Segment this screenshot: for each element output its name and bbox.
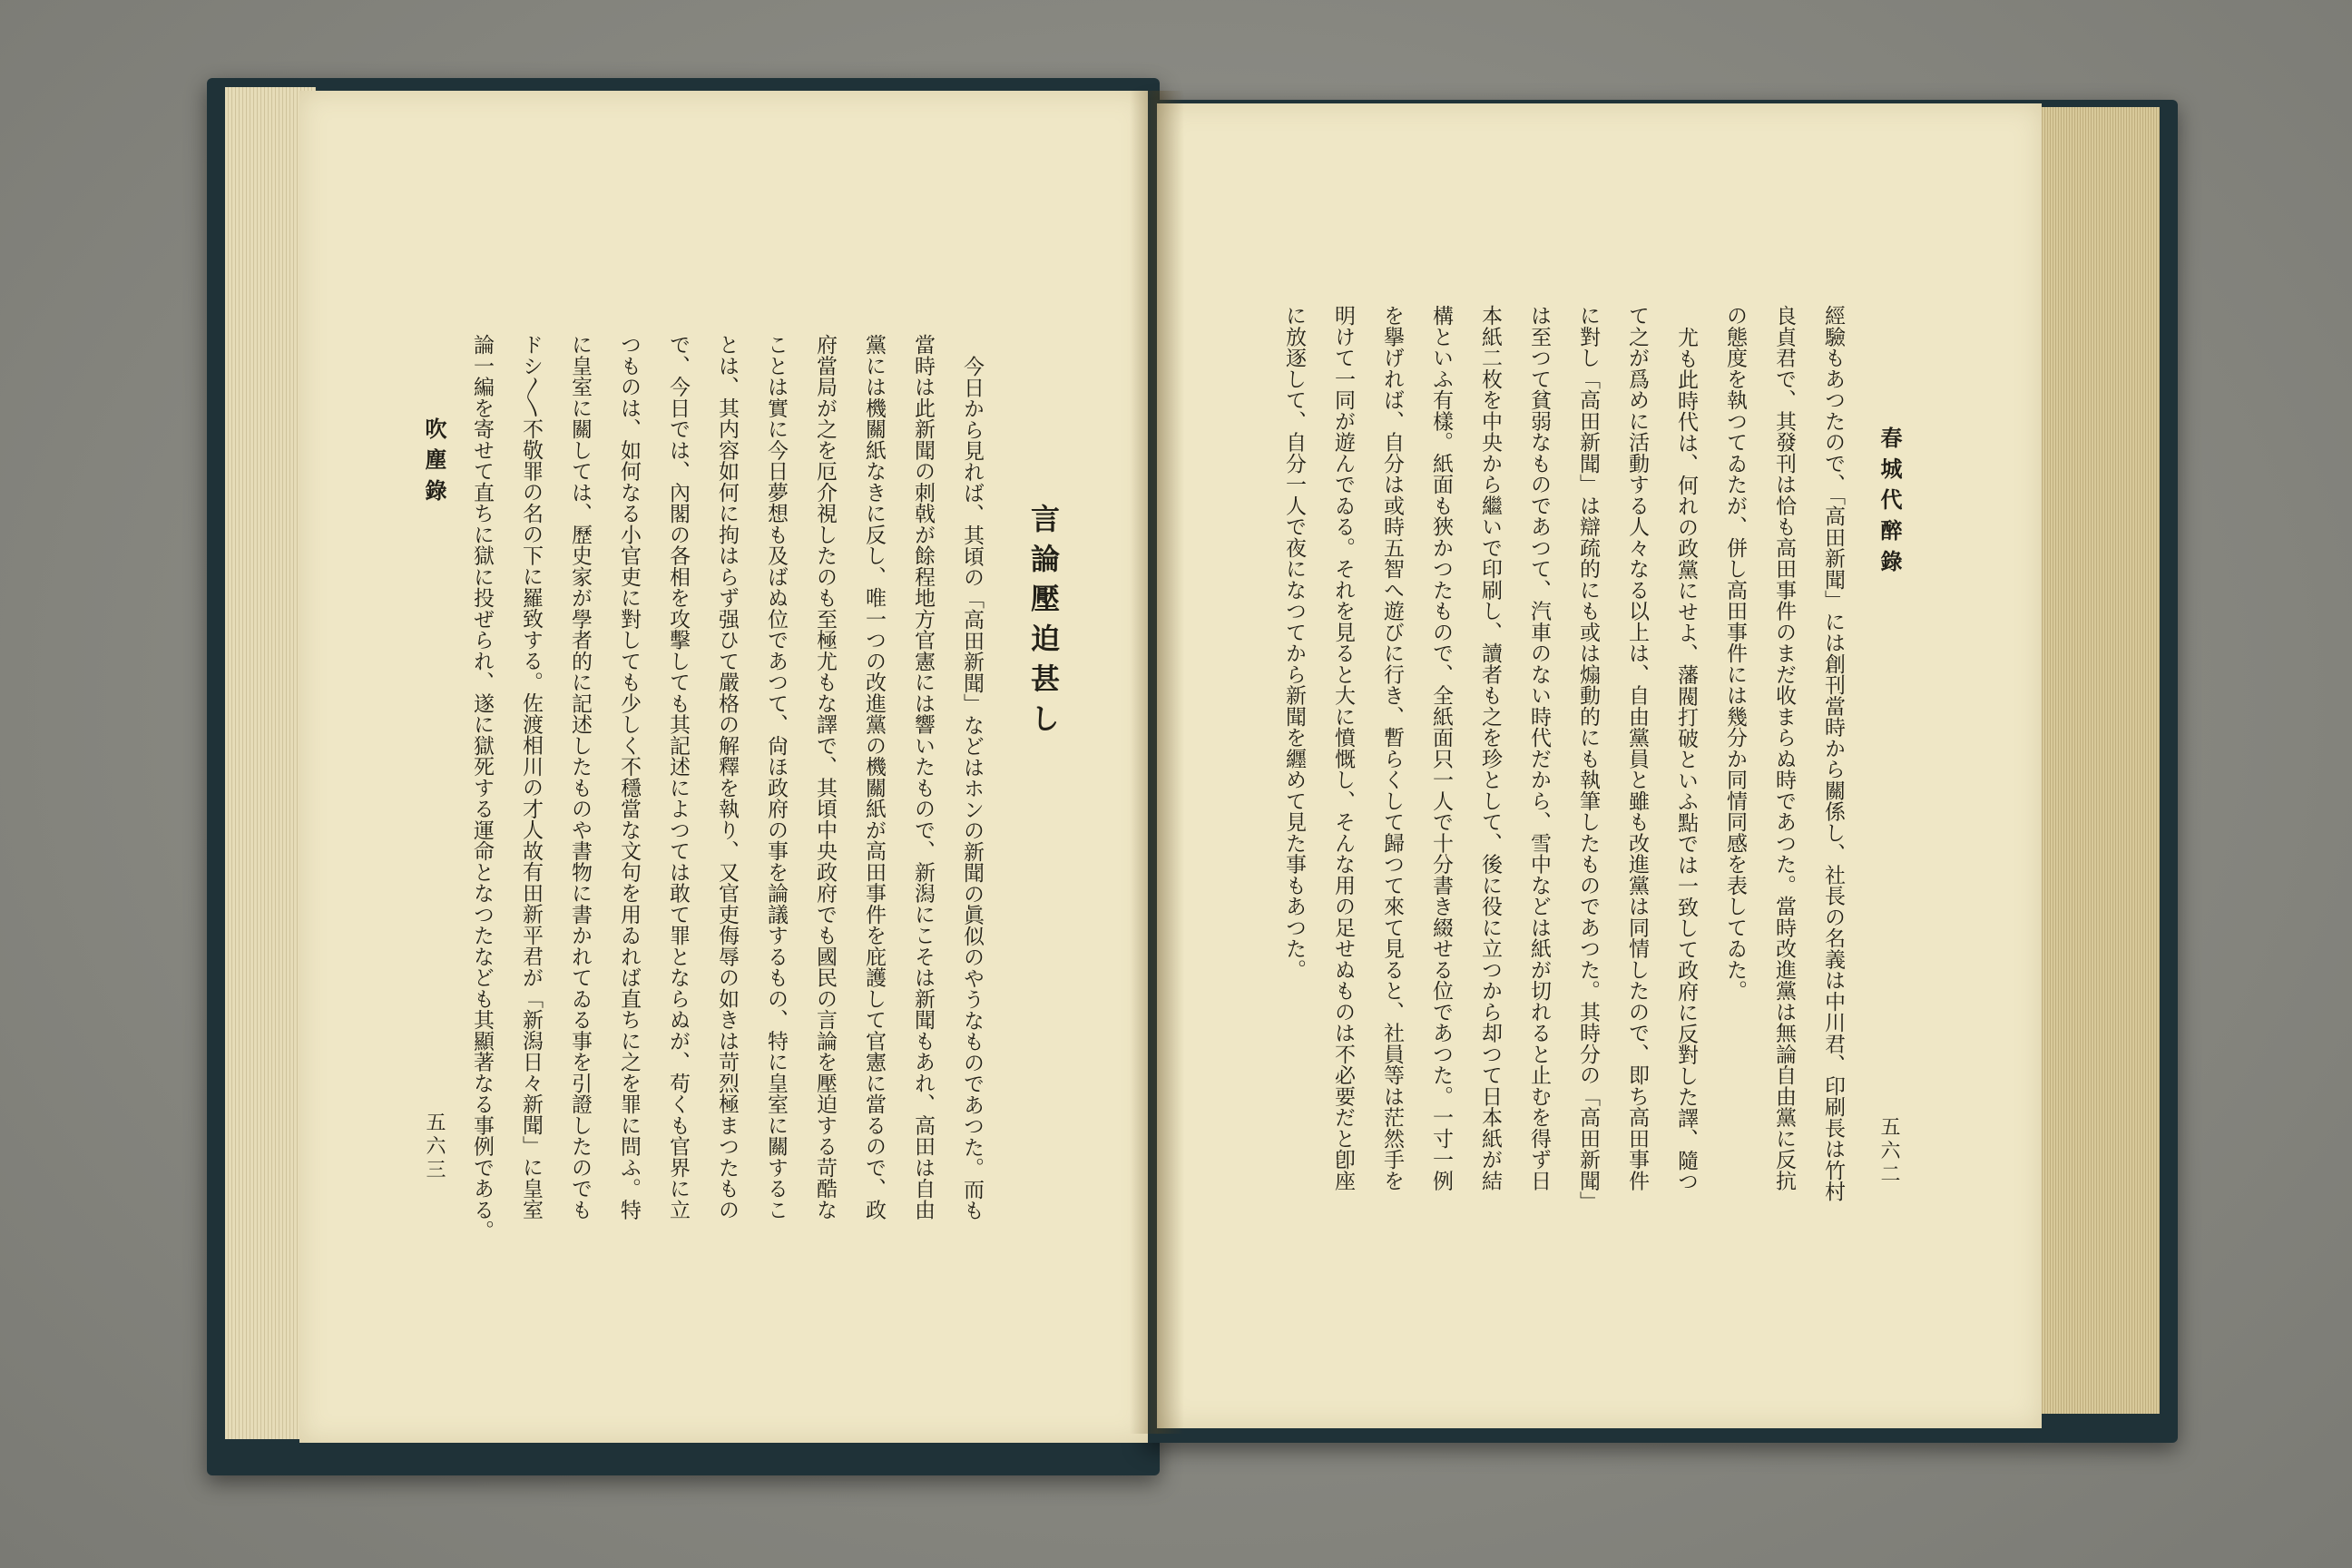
page-edges-right <box>2024 107 2160 1414</box>
left-text-line: 黨には機關紙なきに反し、唯一つの改進黨の機關紙が高田事件を庇護して官憲に當るので、政 <box>862 334 886 1220</box>
right-page-number: 五六二 <box>1877 1116 1900 1187</box>
left-text-line: つものは、如何なる小官吏に對しても少しく不穩當な文句を用ゐれば直ちに之を罪に問ふ。特 <box>617 334 641 1220</box>
left-text-line: に皇室に關しては、歷史家が學者的に記述したものや書物に書かれてゐる事を引證したのでも <box>568 334 592 1220</box>
left-text-line: 府當局が之を厄介視したのも至極尤もな譯で、其頃中央政府でも國民の言論を壓迫する苛酷な <box>813 334 837 1220</box>
right-text-line: に對し「高田新聞」は辯疏的にも或は煽動的にも執筆したものであつた。其時分の「高田新聞」 <box>1576 305 1600 1212</box>
left-text-line: 論一編を寄せて直ちに獄に投ぜられ、遂に獄死する運命となつたなども其顯著なる事例である。 <box>470 334 494 1241</box>
left-text-line: 今日から見れば、其頃の「高田新聞」などはホンの新聞の眞似のやうなものであつた。而も <box>960 356 984 1221</box>
right-text-line: 明けて一同が遊んでゐる。それを見ると大に憤慨し、そんな用の足せぬものは不必要だと卽座 <box>1331 305 1355 1191</box>
book-gutter <box>1130 91 1184 1434</box>
left-text-line: 當時は此新聞の刺戟が餘程地方官憲には響いたもので、新潟にこそは新聞もあれ、高田は自由 <box>911 334 935 1220</box>
right-text-line: て之が爲めに活動する人々なる以上は、自由黨員と雖も改進黨は同情したので、即ち高田事件 <box>1625 305 1649 1191</box>
right-text-line: は至つて貧弱なものであつて、汽車のない時代だから、雪中などは紙が切れると止むを得ず日 <box>1527 305 1551 1191</box>
left-text-line: ドシ〳〵不敬罪の名の下に羅致する。佐渡相川の才人故有田新平君が「新潟日々新聞」に皇室 <box>519 334 543 1220</box>
right-text-line: 尤も此時代は、何れの政黨にせよ、藩閥打破といふ點では一致して政府に反對した譯、隨つ <box>1674 327 1698 1192</box>
right-text-line: 經驗もあつたので、「高田新聞」には創刊當時から關係し、社長の名義は中川君、印刷長は竹村 <box>1821 305 1845 1202</box>
right-text-line: 良貞君で、其發刊は恰も高田事件のまだ收まらぬ時であつた。當時改進黨は無論自由黨に反抗 <box>1772 305 1796 1191</box>
right-text-line: 構といふ有樣。紙面も狹かつたもので、全紙面只一人で十分書き綴せる位であつた。一寸一例 <box>1429 305 1453 1191</box>
left-text-line: で、今日では、內閣の各相を攻擊しても其記述によつては敢て罪とならぬが、苟くも官界に立 <box>666 334 690 1220</box>
left-text-line: とは、其内容如何に拘はらず强ひて嚴格の解釋を執り、又官吏侮辱の如きは苛烈極まつたもの <box>715 334 739 1220</box>
right-text-line: に放逐して、自分一人で夜になつてから新聞を纒めて見た事もあつた。 <box>1282 305 1306 980</box>
right-text-line: 本紙二枚を中央から繼いで印刷し、讀者も之を珍として、後に役に立つから却つて日本紙が結 <box>1478 305 1502 1191</box>
section-title: 言論壓迫甚し <box>1026 504 1061 743</box>
right-running-header-title: 春城代醉錄 <box>1877 426 1903 581</box>
left-text-line: ことは實に今日夢想も及ばぬ位であつて、尙ほ政府の事を論議するもの、特に皇室に關するこ <box>764 334 788 1220</box>
left-page-number: 五六三 <box>423 1112 446 1182</box>
right-text-line: を擧げれば、自分は或時五智へ遊びに行き、暫らくして歸つて來て見ると、社員等は茫然手を <box>1380 305 1404 1191</box>
left-running-footer-title: 吹塵錄 <box>421 417 447 510</box>
right-text-line: の態度を執つてゐたが、併し高田事件には幾分か同情同感を表してゐた。 <box>1723 305 1747 1002</box>
